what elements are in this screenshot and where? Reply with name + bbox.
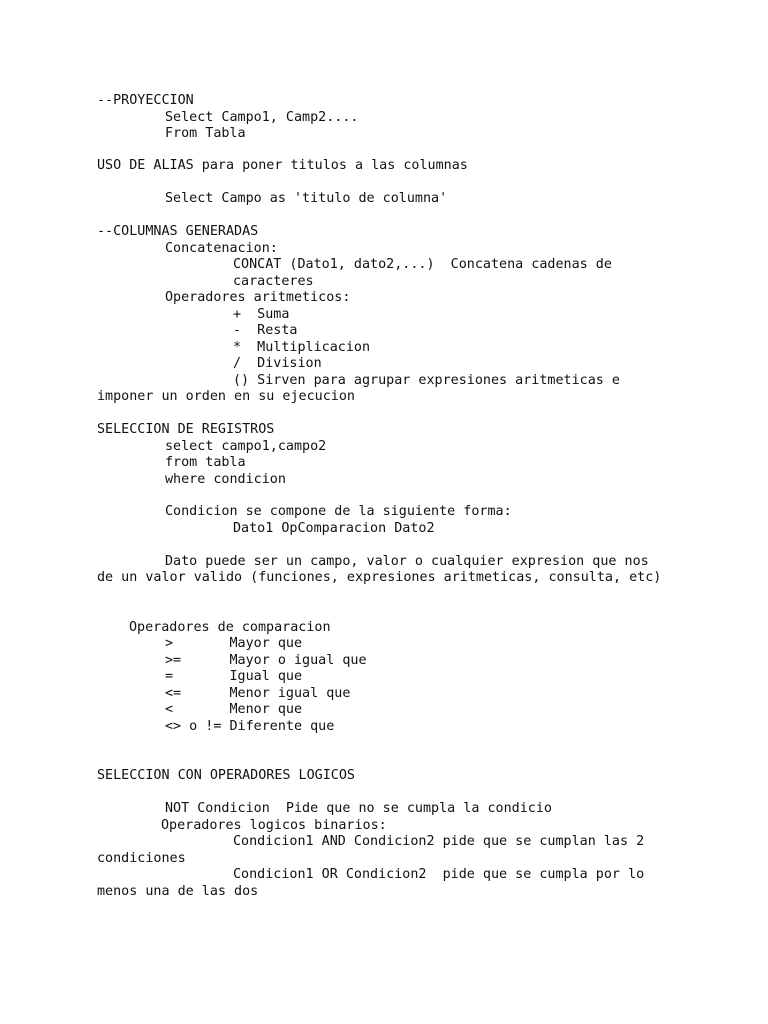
text-line: condiciones: [97, 851, 186, 866]
text-line: Concatenacion:: [165, 241, 278, 256]
text-line: menos una de las dos: [97, 884, 259, 899]
text-line: USO DE ALIAS para poner titulos a las columnas: [97, 158, 468, 173]
text-line: select campo1,campo2: [165, 439, 327, 454]
text-line: * Multiplicacion: [233, 340, 371, 355]
text-line: <= Menor igual que: [165, 686, 351, 701]
text-line: <> o != Diferente que: [165, 719, 335, 734]
text-line: = Igual que: [165, 669, 303, 684]
text-line: Operadores aritmeticos:: [165, 290, 351, 305]
text-line: imponer un orden en su ejecucion: [97, 389, 355, 404]
text-line: Dato puede ser un campo, valor o cualquier expresion que nos: [165, 554, 649, 569]
text-line: - Resta: [233, 323, 298, 338]
text-line: From Tabla: [165, 126, 246, 141]
text-line: --COLUMNAS GENERADAS: [97, 224, 259, 239]
text-line: < Menor que: [165, 702, 303, 717]
text-line: NOT Condicion Pide que no se cumpla la condicio: [165, 801, 552, 816]
text-line: caracteres: [233, 274, 314, 289]
text-line: Operadores de comparacion: [129, 620, 331, 635]
text-line: Condicion se compone de la siguiente forma:: [165, 504, 512, 519]
text-line: Select Campo as 'titulo de columna': [165, 191, 448, 206]
text-line: CONCAT (Dato1, dato2,...) Concatena cadenas de: [233, 257, 612, 272]
text-line: Condicion1 AND Condicion2 pide que se cumplan las 2: [233, 834, 645, 849]
text-line: from tabla: [165, 455, 246, 470]
text-line: --PROYECCION: [97, 93, 194, 108]
text-line: () Sirven para agrupar expresiones aritmeticas e: [233, 373, 620, 388]
text-line: where condicion: [165, 472, 286, 487]
text-line: Condicion1 OR Condicion2 pide que se cumpla por lo: [233, 867, 645, 882]
text-line: / Division: [233, 356, 322, 371]
text-line: SELECCION DE REGISTROS: [97, 422, 275, 437]
text-line: > Mayor que: [165, 636, 303, 651]
text-line: >= Mayor o igual que: [165, 653, 367, 668]
text-line: Select Campo1, Camp2....: [165, 110, 359, 125]
text-line: Dato1 OpComparacion Dato2: [233, 521, 435, 536]
text-line: + Suma: [233, 307, 290, 322]
text-line: SELECCION CON OPERADORES LOGICOS: [97, 768, 355, 783]
text-line: de un valor valido (funciones, expresiones aritmeticas, consulta, etc): [97, 570, 662, 585]
text-line: Operadores logicos binarios:: [161, 818, 387, 833]
